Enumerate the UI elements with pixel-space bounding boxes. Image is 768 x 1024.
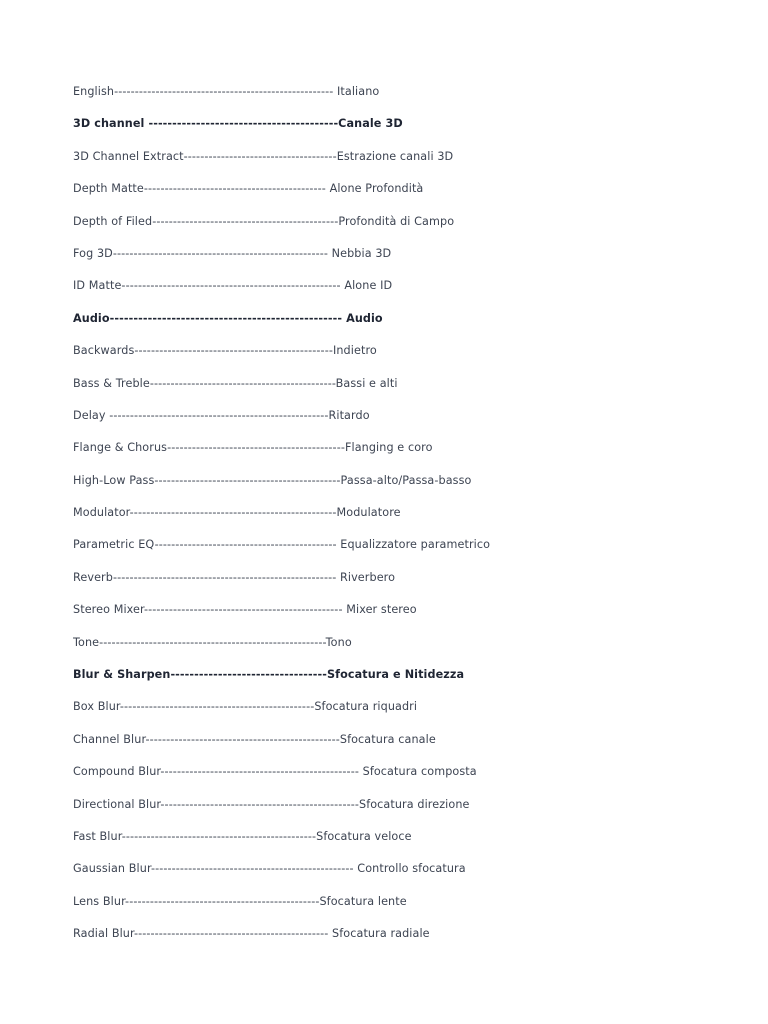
glossary-line: Stereo Mixer------------------------------------------------ Mixer stereo bbox=[73, 603, 417, 617]
glossary-line: Box Blur-----------------------------------------------Sfocatura riquadri bbox=[73, 700, 418, 714]
glossary-line: Lens Blur-----------------------------------------------Sfocatura lente bbox=[73, 894, 407, 908]
glossary-line: 3D channel ----------------------------------------Canale 3D bbox=[73, 117, 403, 131]
glossary-line: Bass & Treble---------------------------------------------Bassi e alti bbox=[73, 376, 398, 390]
glossary-line: Blur & Sharpen---------------------------------Sfocatura e Nitidezza bbox=[73, 668, 465, 682]
glossary-line: Backwards------------------------------------------------Indietro bbox=[73, 344, 377, 358]
glossary-list bbox=[73, 82, 733, 957]
glossary-line: Tone-------------------------------------------------------Tono bbox=[73, 635, 352, 649]
glossary-line: Fast Blur-----------------------------------------------Sfocatura veloce bbox=[73, 829, 412, 843]
glossary-line: Channel Blur-----------------------------------------------Sfocatura canale bbox=[73, 732, 436, 746]
glossary-line: Reverb------------------------------------------------------ Riverbero bbox=[73, 570, 396, 584]
glossary-line: 3D Channel Extract-------------------------------------Estrazione canali 3D bbox=[73, 149, 454, 163]
glossary-line: Compound Blur------------------------------------------------ Sfocatura composta bbox=[73, 765, 477, 779]
glossary-line: Fog 3D---------------------------------------------------- Nebbia 3D bbox=[73, 246, 392, 260]
glossary-line: Audio------------------------------------------------- Audio bbox=[73, 311, 383, 325]
glossary-line: ID Matte----------------------------------------------------- Alone ID bbox=[73, 279, 393, 293]
glossary-line: Delay -----------------------------------------------------Ritardo bbox=[73, 408, 370, 422]
glossary-line: Parametric EQ-------------------------------------------- Equalizzatore parametrico bbox=[73, 538, 491, 552]
glossary-line: Radial Blur----------------------------------------------- Sfocatura radiale bbox=[73, 927, 430, 941]
glossary-line: Depth Matte-------------------------------------------- Alone Profondità bbox=[73, 182, 424, 196]
glossary-line: Directional Blur------------------------------------------------Sfocatura direzione bbox=[73, 797, 470, 811]
glossary-line: English----------------------------------------------------- Italiano bbox=[73, 85, 380, 98]
glossary-line: Depth of Filed---------------------------------------------Profondità di Campo bbox=[73, 214, 455, 228]
glossary-line: High-Low Pass---------------------------------------------Passa-alto/Passa-basso bbox=[73, 473, 472, 487]
glossary-line: Modulator--------------------------------------------------Modulatore bbox=[73, 506, 401, 520]
glossary-line: Flange & Chorus-------------------------------------------Flanging e coro bbox=[73, 441, 433, 455]
glossary-line: Gaussian Blur------------------------------------------------- Controllo sfocatura bbox=[73, 862, 466, 876]
